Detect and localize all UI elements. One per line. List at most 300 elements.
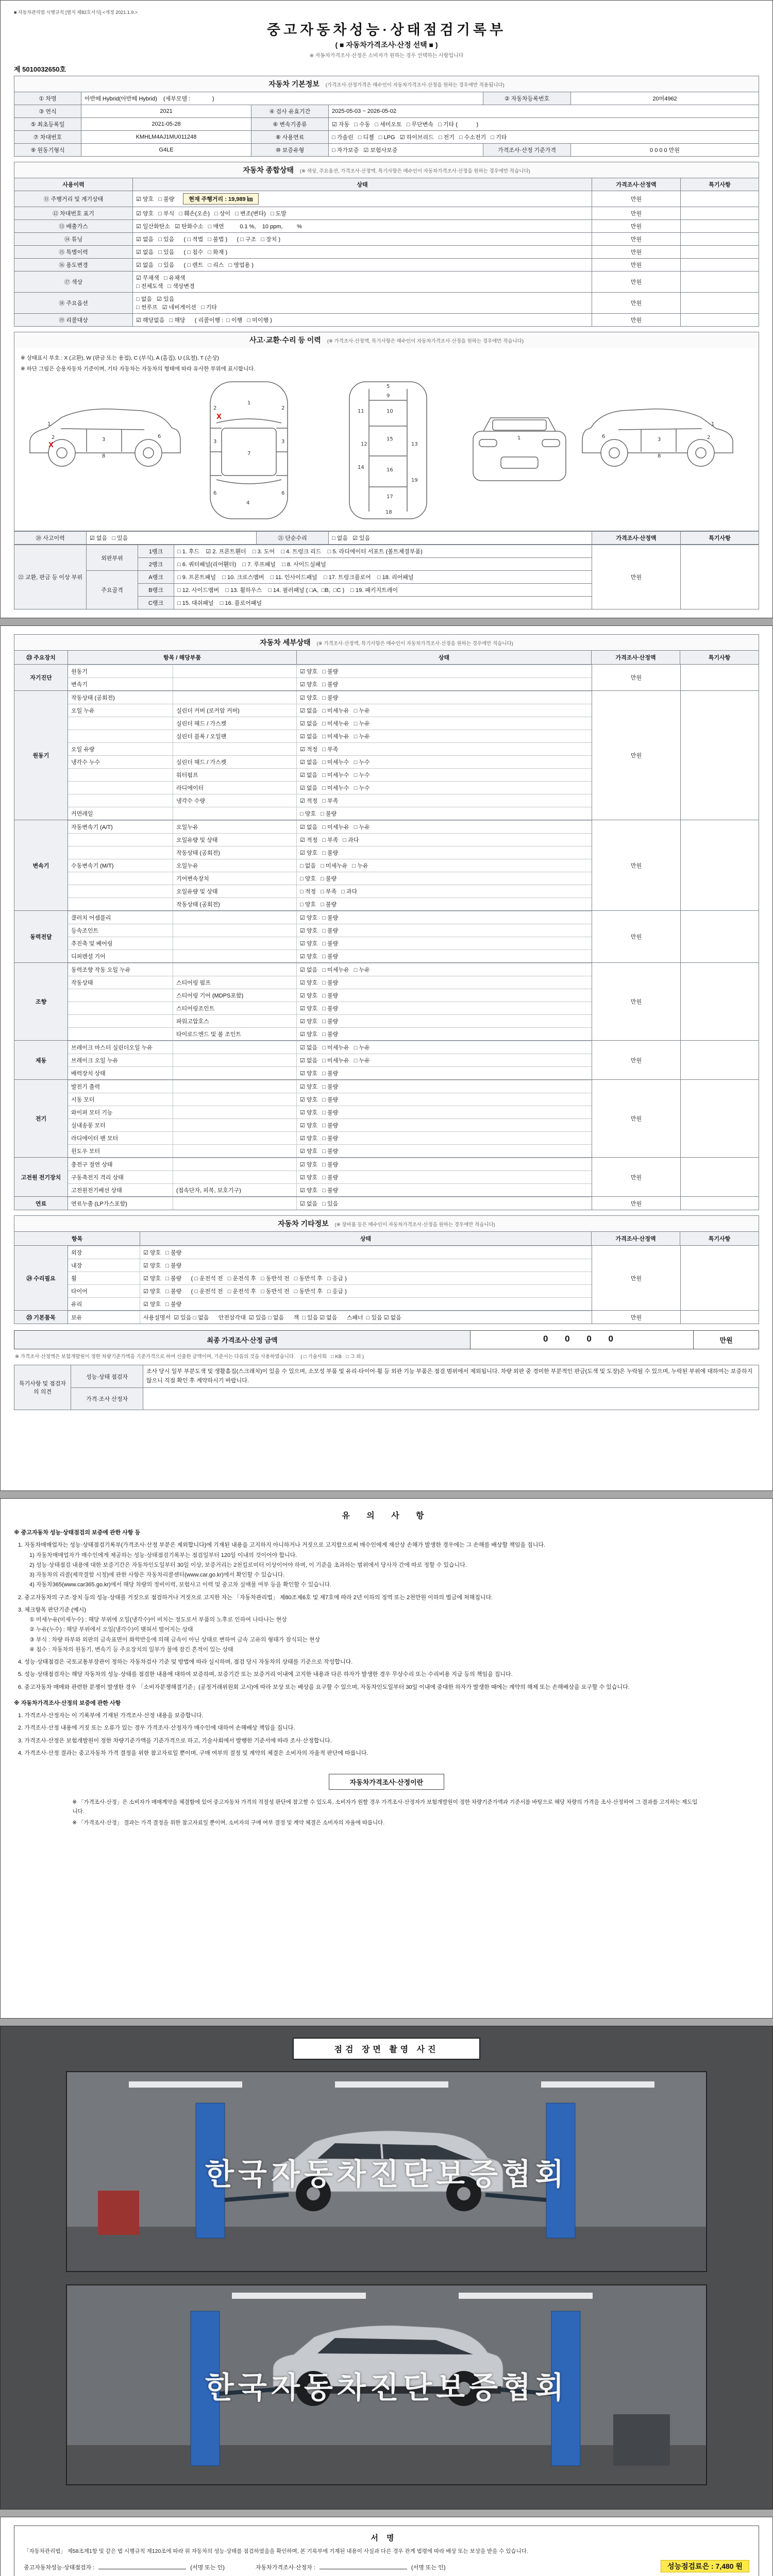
signature-box bbox=[14, 2526, 759, 2576]
document-subtitle-note: ※ 자동차가격조사·산정은 소비자가 원하는 경우 선택하는 사항입니다 bbox=[309, 53, 464, 59]
detail-row bbox=[68, 1158, 592, 1171]
svg-text:7: 7 bbox=[247, 451, 251, 456]
detail-row bbox=[68, 1118, 592, 1131]
detail-rows bbox=[68, 1158, 592, 1196]
notice-line: 2. 중고자동차의 구조·장치 등의 성능·상태를 거짓으로 점검하거나 거짓으로 고지한 자는 「자동차관리법」 제80조제6호 및 제7호에 따라 2년 이하의 징역 또는 2천만원 이하의 벌금에 처해집니다. bbox=[18, 1594, 493, 1601]
warranty-type-label: ⑩ 보증유형 bbox=[251, 144, 329, 157]
mileage-row bbox=[14, 191, 759, 207]
vin-value: KMHLM4AJ1MU011248 bbox=[81, 131, 251, 144]
remark-cell bbox=[680, 1197, 759, 1210]
appraiser-signature-suffix: (서명 또는 인) bbox=[411, 2564, 446, 2571]
basic-info-table bbox=[14, 92, 759, 157]
summary-status-line2: □ 전체도색 □ 색상변경 bbox=[136, 283, 195, 290]
status-checkboxes: ☑ 양호 □ 불량 bbox=[300, 1188, 339, 1194]
status-checkboxes: ☑ 양호 □ 불량 bbox=[300, 1162, 339, 1168]
part-label bbox=[173, 1106, 297, 1118]
part-label bbox=[173, 950, 297, 962]
summary-header-remark: 특기사항 bbox=[681, 178, 759, 191]
summary-status-line1: □ 없음 ☑ 있음 bbox=[136, 296, 175, 302]
summary-row-label: ⑭ 튜닝 bbox=[14, 233, 133, 246]
summary-status-line1: ☑ 없음 □ 있음 ( □ 렌트 □ 리스 □ 영업용 ) bbox=[136, 262, 254, 268]
item-label: 내장 bbox=[68, 1259, 140, 1272]
summary-header-price: 가격조사·산정액 bbox=[592, 178, 681, 191]
summary-row-label: ⑱ 주요옵션 bbox=[14, 293, 133, 314]
signature-title: 서명 bbox=[371, 2534, 402, 2543]
status-checkboxes: ☑ 없음 □ 미세누수 □ 누수 bbox=[300, 772, 370, 778]
item-label: 추진축 및 베어링 bbox=[68, 937, 173, 950]
device-label: 제동 bbox=[14, 1041, 68, 1079]
inspection-fee-label: 성능점검료은 : bbox=[667, 2562, 714, 2570]
part-label bbox=[173, 1158, 297, 1171]
svg-text:9: 9 bbox=[386, 393, 390, 399]
warranty-type-checkboxes: □ 자가보증 ☑ 보험사보증 bbox=[329, 144, 483, 157]
notice-line: ※ 자동차가격조사·산정의 보증에 관한 사항 bbox=[14, 1700, 121, 1706]
part-label: 기어변속장치 bbox=[173, 872, 297, 885]
detail-row bbox=[68, 989, 592, 1002]
accident-history-label: ⑳ 사고이력 bbox=[14, 532, 87, 545]
part-label: 파워고압호스 bbox=[173, 1015, 297, 1027]
detail-row bbox=[68, 794, 592, 807]
summary-row bbox=[14, 259, 759, 272]
part-label: 실린더 블록 / 오일팬 bbox=[173, 730, 297, 742]
svg-text:1: 1 bbox=[711, 421, 715, 427]
svg-text:2: 2 bbox=[213, 405, 217, 411]
part-label: 타이로드엔드 및 볼 조인트 bbox=[173, 1028, 297, 1040]
base-price-label: 가격조사·산정 기준가격 bbox=[483, 144, 571, 157]
item-label: 윈도우 모터 bbox=[68, 1145, 173, 1157]
base-price-value: 0 0 0 0 만원 bbox=[571, 144, 759, 157]
svg-text:1: 1 bbox=[247, 400, 251, 406]
detail-row bbox=[68, 820, 592, 833]
summary-row bbox=[14, 314, 759, 327]
etc-group-repair-needed bbox=[14, 1246, 759, 1311]
item-label: 충전구 절연 상태 bbox=[68, 1158, 173, 1171]
inspection-photo-2 bbox=[66, 2284, 707, 2485]
fuel-label: ⑧ 사용연료 bbox=[251, 131, 329, 144]
detail-rows bbox=[68, 1080, 592, 1157]
part-label bbox=[173, 678, 297, 690]
etc-group-label: ㉕ 기본품목 bbox=[14, 1311, 68, 1324]
reg-no-label: ② 자동차등록번호 bbox=[483, 92, 571, 105]
status-checkboxes: ☑ 양호 □ 불량 bbox=[300, 993, 339, 999]
detail-row bbox=[68, 1080, 592, 1093]
rank2-parts: □ 6. 쿼터패널(리어휀더) □ 7. 루프패널 □ 8. 사이드실패널 bbox=[174, 558, 592, 571]
item-label: 유리 bbox=[68, 1298, 140, 1310]
item-label bbox=[68, 782, 173, 794]
section-summary-title bbox=[14, 162, 759, 178]
item-label: 변속기 bbox=[68, 678, 173, 690]
detail-row bbox=[68, 911, 592, 924]
item-label: 동력조향 작동 오일 누유 bbox=[68, 963, 173, 976]
summary-row-price-cell: 만원 bbox=[592, 272, 681, 293]
rank1-parts: □ 1. 후드 ☑ 2. 프론트휀더 □ 3. 도어 □ 4. 트렁크 리드 □ 5. 라디에이터 서포트 (볼트체결부품) bbox=[174, 545, 592, 558]
item-label: 와이퍼 모터 기능 bbox=[68, 1106, 173, 1118]
status-checkboxes: ☑ 없음 □ 있음 bbox=[300, 1201, 339, 1207]
vin-label: ⑦ 차대번호 bbox=[14, 131, 81, 144]
status-checkboxes: ☑ 양호 □ 불량 bbox=[300, 850, 339, 856]
detail-group-selfdiagnosis bbox=[14, 665, 759, 691]
part-label: 스티어링 펌프 bbox=[173, 976, 297, 989]
svg-text:4: 4 bbox=[246, 500, 250, 506]
damage-mark-top: X bbox=[216, 413, 222, 421]
part-label: 오일누유 bbox=[173, 821, 297, 833]
status-checkboxes: ☑ 적정 □ 부족 bbox=[300, 798, 339, 804]
inspection-fee-highlight bbox=[661, 2560, 749, 2572]
status-checkboxes: ☑ 없음 □ 미세누유 □ 누유 bbox=[300, 967, 370, 973]
summary-status-line1: ☑ 해당없음 □ 해당 ( 리콜이행 : □ 이행 □ 미이행 ) bbox=[136, 317, 272, 324]
status-checkboxes: ☑ 양호 □ 불량 bbox=[300, 1148, 339, 1155]
summary-row-remark-cell bbox=[681, 293, 759, 314]
part-label bbox=[173, 1171, 297, 1183]
status-checkboxes: ☑ 양호 □ 불량 bbox=[300, 1019, 339, 1025]
status-checkboxes: ☑ 없음 □ 미세누유 □ 누유 bbox=[300, 721, 370, 727]
notice-line: 1) 자동차매매업자가 매수인에게 제공하는 성능·상태점검기록부는 점검일부터 120일 이내의 것이어야 합니다. bbox=[29, 1552, 297, 1558]
status-checkboxes: ☑ 없음 □ 미세누유 □ 누유 bbox=[300, 1058, 370, 1064]
item-label: 배력장치 상태 bbox=[68, 1067, 173, 1079]
photo-watermark: 한국자동차진단보증협회 bbox=[205, 2371, 568, 2404]
detail-group-fuel bbox=[14, 1197, 759, 1210]
status-checkboxes: ☑ 양호 □ 불량 bbox=[143, 1250, 182, 1256]
final-price-bar bbox=[14, 1330, 759, 1349]
notice-line: 4. 성능·상태점검은 국토교통부장관이 정하는 자동차검사 기준 및 방법에 따라 실시하며, 점검 당시 자동차의 상태를 기준으로 작성합니다. bbox=[18, 1659, 353, 1665]
status-checkboxes: ☑ 양호 □ 불량 bbox=[300, 980, 339, 986]
part-label bbox=[173, 1119, 297, 1131]
section-summary-note: (※ 색상, 주요옵션, 가격조사·산정액, 특기사항은 매수인이 자동차가격조사·산정을 원하는 경우에만 적습니다) bbox=[299, 168, 530, 174]
part-label: 냉각수 수량 bbox=[173, 794, 297, 807]
notice-line: 3) 자동차의 리콜(제작결함 시정)에 관한 사항은 자동차리콜센터(www.car.go.kr)에서 확인할 수 있습니다. bbox=[29, 1572, 285, 1578]
summary-row-status-cell bbox=[133, 246, 592, 259]
status-checkboxes: □ 양호 □ 불량 bbox=[300, 902, 337, 908]
item-label bbox=[68, 794, 173, 807]
etc-table-header bbox=[14, 1231, 759, 1246]
item-label bbox=[68, 885, 173, 897]
damage-diagram-note: ※ 하단 그림은 승용자동차 기준이며, 기타 자동차는 자동차의 형태에 따라 유사한 부위에 표시합니다. bbox=[21, 366, 256, 372]
price-cell: 만원 bbox=[592, 1311, 680, 1324]
current-mileage-label: 현재 주행거리 : bbox=[189, 196, 227, 202]
status-checkboxes: ☑ 없음 □ 미세누유 □ 누유 bbox=[300, 708, 370, 714]
part-label bbox=[173, 1041, 297, 1054]
rank5-label: C랭크 bbox=[138, 597, 174, 609]
svg-text:10: 10 bbox=[386, 409, 393, 414]
svg-text:1: 1 bbox=[47, 421, 51, 427]
notice-line: 5. 성능·상태점검자는 해당 자동차의 성능·상태를 점검한 내용에 대하여 보증하며, 보증기간 또는 보증거리 이내에 고지한 내용과 다른 하자가 발생한 경우 무상수리 또는 수리비용 지급 등의 책임을 집니다. bbox=[18, 1671, 513, 1678]
section-etc-note: (※ 장비품 등은 매수인이 자동차가격조사·산정을 원하는 경우에만 적습니다) bbox=[334, 1222, 495, 1228]
status-checkboxes: ☑ 양호 □ 불량 bbox=[300, 928, 339, 934]
etc-row bbox=[68, 1311, 592, 1324]
item-label: 브레이크 오일 누유 bbox=[68, 1054, 173, 1066]
detail-row bbox=[68, 1197, 592, 1210]
item-label: 구동축전지 격리 상태 bbox=[68, 1171, 173, 1183]
device-label: 고전원 전기장치 bbox=[14, 1158, 68, 1196]
detail-rows bbox=[68, 1041, 592, 1079]
rank4-parts: □ 12. 사이드멤버 □ 13. 휠하우스 □ 14. 필러패널 ( □A, □B, □C ) □ 19. 패키지트레이 bbox=[174, 584, 592, 597]
signature-row bbox=[24, 2561, 749, 2571]
item-label: 원동기 bbox=[68, 665, 173, 677]
inspection-fee-value: 7,480 원 bbox=[715, 2562, 743, 2570]
form-reference-note: ■ 자동차관리법 시행규칙 [별지 제82호서식] <개정 2021.1.9.> bbox=[14, 10, 138, 15]
detail-row bbox=[68, 937, 592, 950]
status-checkboxes: ☑ 양호 □ 불량 ( □ 운전석 전 □ 운전석 후 □ 동반석 전 □ 동반석 후 □ 응급 ) bbox=[143, 1276, 347, 1282]
item-label: 고전원전기배선 상태 bbox=[68, 1184, 173, 1196]
detail-row bbox=[68, 1054, 592, 1066]
notice-line: 2. 가격조사·산정 내용에 거짓 또는 오류가 있는 경우 가격조사·산정자가 매수인에 대하여 손해배상 책임을 집니다. bbox=[18, 1725, 295, 1732]
price-cell: 만원 bbox=[592, 1246, 680, 1310]
device-label: 자기진단 bbox=[14, 665, 68, 690]
summary-row-price-cell: 만원 bbox=[592, 233, 681, 246]
detail-row bbox=[68, 807, 592, 820]
part-label bbox=[173, 665, 297, 677]
detail-row bbox=[68, 1027, 592, 1040]
etc-group-basic-items bbox=[14, 1311, 759, 1324]
mileage-remark-cell bbox=[681, 191, 759, 207]
status-checkboxes: ☑ 적정 □ 부족 bbox=[300, 747, 339, 753]
etc-rows bbox=[68, 1311, 592, 1324]
etc-header-status: 상태 bbox=[140, 1232, 592, 1245]
item-label: 등속조인트 bbox=[68, 924, 173, 937]
device-label: 원동기 bbox=[14, 691, 68, 820]
part-label bbox=[173, 1145, 297, 1157]
exchange-panel-label: ㉒ 교환, 판금 등 이상 부위 bbox=[14, 545, 87, 609]
summary-row-status-cell bbox=[133, 207, 592, 220]
detail-row bbox=[68, 1014, 592, 1027]
rank3-parts: □ 9. 프론트패널 □ 10. 크로스멤버 □ 11. 인사이드패널 □ 17. 트렁크플로어 □ 18. 리어패널 bbox=[174, 571, 592, 584]
status-checkboxes: ☑ 양호 □ 불량 bbox=[300, 695, 339, 701]
final-price-label: 최종 가격조사·산정 금액 bbox=[14, 1331, 470, 1349]
status-checkboxes: ☑ 양호 □ 불량 bbox=[300, 1071, 339, 1077]
summary-row-status-cell bbox=[133, 293, 592, 314]
etc-row bbox=[68, 1246, 592, 1259]
part-label: 오일유량 및 상태 bbox=[173, 885, 297, 897]
inspector-signature-line bbox=[24, 2563, 225, 2571]
status-checkboxes: ☑ 양호 □ 불량 bbox=[300, 1084, 339, 1090]
detail-row bbox=[68, 897, 592, 910]
price-cell: 만원 bbox=[592, 820, 680, 910]
detail-row bbox=[68, 755, 592, 768]
summary-status-line1: ☑ 없음 □ 있음 ( □ 적법 □ 불법 ) ( □ 구조 □ 장치 ) bbox=[136, 236, 280, 243]
detail-row bbox=[68, 885, 592, 897]
photo-2-scene bbox=[67, 2285, 706, 2484]
main-frame-group-label: 주요골격 bbox=[87, 571, 138, 609]
section-summary-title-text: 자동차 종합상태 bbox=[243, 166, 294, 174]
status-checkboxes: 사용설명서 ☑ 있음 □ 없음 안전삼각대 ☑ 있음 □ 없음 잭 □ 있음 ☑ 없음 스패너 □ 있음 ☑ 없음 bbox=[143, 1315, 401, 1321]
summary-row-status-cell bbox=[133, 272, 592, 293]
remark-cell bbox=[680, 911, 759, 962]
detail-group-engine bbox=[14, 691, 759, 820]
notice-line: 3. 체크항목 판단기준 (예시) bbox=[18, 1606, 86, 1613]
opinion-title-cell: 특기사항 및 점검자의 의견 bbox=[14, 1365, 71, 1410]
part-label bbox=[173, 924, 297, 937]
detail-row bbox=[68, 665, 592, 677]
status-checkboxes: □ 양호 □ 불량 bbox=[300, 811, 337, 817]
photo-1-scene bbox=[67, 2072, 706, 2271]
svg-text:11: 11 bbox=[358, 409, 364, 414]
remark-cell bbox=[680, 820, 759, 910]
part-label: 스티어링조인트 bbox=[173, 1002, 297, 1014]
remark-cell bbox=[680, 1246, 759, 1310]
detail-row bbox=[68, 950, 592, 962]
simple-repair-label: ㉑ 단순수리 bbox=[257, 532, 329, 545]
item-label: 냉각수 누수 bbox=[68, 756, 173, 768]
section-accident-title bbox=[14, 332, 759, 348]
section-accident-title-text: 사고·교환·수리 등 이력 bbox=[249, 336, 321, 344]
appraiser-signature-line bbox=[256, 2563, 446, 2571]
item-label: 디퍼렌셜 기어 bbox=[68, 950, 173, 962]
rank4-label: B랭크 bbox=[138, 584, 174, 597]
summary-row-price-cell: 만원 bbox=[592, 220, 681, 233]
status-checkboxes: ☑ 없음 □ 미세누수 □ 누수 bbox=[300, 785, 370, 791]
exchange-panel-table bbox=[14, 545, 759, 609]
accident-history-table bbox=[14, 531, 759, 545]
document-title: 중고자동차성능·상태점검기록부 bbox=[266, 22, 507, 38]
svg-text:3: 3 bbox=[658, 437, 661, 443]
part-label bbox=[173, 911, 297, 924]
appraiser-opinion-label: 가격·조사 산정자 bbox=[71, 1388, 143, 1410]
detail-rows bbox=[68, 911, 592, 962]
part-label bbox=[173, 1067, 297, 1079]
summary-row-status-cell bbox=[133, 259, 592, 272]
status-checkboxes: ☑ 없음 □ 미세누유 □ 누유 bbox=[300, 734, 370, 740]
item-label bbox=[68, 872, 173, 885]
price-appraisal-definition-box bbox=[66, 1774, 707, 1828]
opinion-table bbox=[14, 1365, 759, 1410]
price-cell: 만원 bbox=[592, 1158, 680, 1196]
item-label: 오일 누유 bbox=[68, 704, 173, 717]
page-detail-state bbox=[0, 625, 773, 1491]
part-label: 작동상태 (공회전) bbox=[173, 898, 297, 910]
summary-header-status: 상태 bbox=[133, 178, 592, 191]
part-label: (접속단자, 피복, 보호기구) bbox=[173, 1184, 297, 1196]
rank2-label: 2랭크 bbox=[138, 558, 174, 571]
detail-header-status: 상태 bbox=[297, 651, 592, 664]
status-checkboxes: ☑ 양호 □ 불량 bbox=[143, 1263, 182, 1269]
notice-line: 6. 중고자동차 매매와 관련한 분쟁이 발생한 경우 「소비자분쟁해결기준」(공정거래위원회 고시)에 따라 보상 또는 배상을 요구할 수 있으며, 자동차인도일부터 30일 이내에 중대한 하자가 발생한 때에는 계약의 해제 또는 손해배상을 요구할 수 있습니다. bbox=[18, 1684, 630, 1690]
detail-row bbox=[68, 1106, 592, 1118]
inspection-fee bbox=[661, 2561, 749, 2571]
price-cell: 만원 bbox=[592, 963, 680, 1040]
detail-group-electric bbox=[14, 1080, 759, 1158]
svg-text:5: 5 bbox=[386, 384, 390, 389]
svg-text:8: 8 bbox=[102, 453, 106, 459]
part-label: 작동상태 (공회전) bbox=[173, 846, 297, 859]
detail-table-header bbox=[14, 650, 759, 665]
damage-mark-side: X bbox=[48, 442, 54, 449]
detail-row bbox=[68, 1041, 592, 1054]
engine-type-label: ⑨ 원동기형식 bbox=[14, 144, 81, 157]
price-cell: 만원 bbox=[592, 665, 680, 690]
svg-text:12: 12 bbox=[361, 442, 367, 447]
page-notices bbox=[0, 1498, 773, 2019]
device-label: 조향 bbox=[14, 963, 68, 1040]
status-checkboxes: ☑ 양호 □ 불량 ( □ 운전석 전 □ 운전석 후 □ 동반석 전 □ 동반석 후 □ 응급 ) bbox=[143, 1289, 347, 1295]
accident-price-header: 가격조사·산정액 bbox=[592, 532, 681, 545]
item-label: 외장 bbox=[68, 1246, 140, 1259]
item-label: 클러치 어셈블리 bbox=[68, 911, 173, 924]
svg-text:2: 2 bbox=[52, 435, 55, 440]
svg-text:15: 15 bbox=[386, 436, 393, 442]
item-label bbox=[68, 1002, 173, 1014]
price-cell: 만원 bbox=[592, 1080, 680, 1157]
device-label: 동력전달 bbox=[14, 911, 68, 962]
notice-line: ④ 침수 : 자동차의 원동기, 변속기 등 주요장치의 일부가 물에 잠긴 흔적이 있는 상태 bbox=[29, 1646, 233, 1653]
item-label: 휠 bbox=[68, 1272, 140, 1284]
section-detail-title-text: 자동차 세부상태 bbox=[260, 638, 311, 647]
inspector-opinion-text: 조사 당시 일부 부분도색 및 생활흠집(스크래치)이 있을 수 있으며, 소모성 부품 및 유리·타이어·휠 등 외관 기능 부품은 점검 범위에서 제외됩니다. 차량 외판 중 경미한 부분적인 판금(도색 및 도장)은 누락될 수 있으며, 누락된 부위에 대하여는 보증하지 않으니 직접 확인 후 계약하시기 바랍니다. bbox=[143, 1365, 759, 1388]
photo-watermark: 한국자동차진단보증협회 bbox=[205, 2158, 568, 2191]
notice-line: ① 미세누유(미세누수) : 해당 부위에 오일(냉각수)이 비치는 정도로서 부품의 노후로 인하여 나타나는 현상 bbox=[29, 1617, 287, 1623]
definition-paragraph-1: ※ 「가격조사·산정」은 소비자가 매매계약을 체결함에 있어 중고자동차 가격의 적절성 판단에 참고할 수 있도록, 소비자가 원할 경우 가격조사·산정자가 보험개발원이 정한 차량기준가액과 기준서를 바탕으로 해당 차량의 가격을 조사·산정하여 그 결과를 고지하는 제도입니다. bbox=[72, 1799, 698, 1815]
item-label: 발전기 출력 bbox=[68, 1080, 173, 1093]
photo-section-title: 점검 장면 촬영 사진 bbox=[293, 2038, 480, 2060]
car-damage-diagram bbox=[20, 376, 739, 525]
page-photos bbox=[0, 2026, 773, 2510]
detail-header-price: 가격조사·산정액 bbox=[592, 651, 680, 664]
status-checkboxes: ☑ 양호 □ 불량 bbox=[300, 941, 339, 947]
svg-text:1: 1 bbox=[517, 435, 521, 441]
accident-remark-header: 특기사항 bbox=[681, 532, 759, 545]
page-basic-info bbox=[0, 0, 773, 618]
remark-cell bbox=[680, 1311, 759, 1324]
remark-cell bbox=[680, 963, 759, 1040]
item-label bbox=[68, 730, 173, 742]
svg-text:18: 18 bbox=[385, 510, 392, 515]
status-checkboxes: □ 없음 □ 미세누유 □ 누유 bbox=[300, 863, 368, 869]
svg-text:3: 3 bbox=[102, 437, 106, 443]
notice-line: 3. 가격조사·산정은 보험개발원이 정한 차량기준가액을 기준가격으로 하고, 기술사회에서 발행한 기준서에 따라 조사·산정합니다. bbox=[18, 1737, 332, 1744]
svg-text:2: 2 bbox=[707, 435, 711, 440]
notices-title: 유 의 사 항 bbox=[342, 1512, 431, 1520]
etc-rows bbox=[68, 1246, 592, 1310]
svg-text:19: 19 bbox=[411, 478, 418, 483]
mileage-price-cell: 만원 bbox=[592, 191, 681, 207]
detail-rows bbox=[68, 1197, 592, 1210]
item-label: 보유 bbox=[68, 1311, 140, 1324]
summary-status-line2: □ 썬루프 ☑ 네비게이션 □ 기타 bbox=[136, 304, 217, 311]
mileage-status-cell bbox=[133, 191, 592, 207]
inspector-signature-label: 중고자동차성능·상태점검자 : bbox=[24, 2564, 95, 2571]
status-checkboxes: ☑ 양호 □ 불량 bbox=[300, 1136, 339, 1142]
summary-row-price-cell: 만원 bbox=[592, 246, 681, 259]
appraiser-opinion-text bbox=[143, 1388, 759, 1410]
model-year-value: 2021 bbox=[81, 105, 251, 118]
status-checkboxes: ☑ 양호 □ 불량 bbox=[143, 1301, 182, 1308]
section-detail-note: (※ 가격조사·산정액, 특기사항은 매수인이 자동차가격조사·산정을 원하는 경우에만 적습니다) bbox=[316, 641, 513, 647]
inspector-signature-suffix: (서명 또는 인) bbox=[190, 2564, 225, 2571]
summary-row-label: ⑰ 색상 bbox=[14, 272, 133, 293]
first-reg-date-label: ⑤ 최초등록일 bbox=[14, 118, 81, 131]
summary-row-price-cell: 만원 bbox=[592, 314, 681, 327]
item-label bbox=[68, 989, 173, 1002]
etc-header-remark: 특기사항 bbox=[708, 1236, 731, 1242]
detail-group-powertrain bbox=[14, 911, 759, 963]
summary-row bbox=[14, 246, 759, 259]
section-etc-title-text: 자동차 기타정보 bbox=[278, 1219, 329, 1228]
summary-rows bbox=[14, 207, 759, 327]
section-basic-title bbox=[14, 76, 759, 92]
final-price-unit: 만원 bbox=[719, 1336, 733, 1344]
part-label bbox=[173, 1132, 297, 1144]
svg-text:17: 17 bbox=[386, 494, 393, 500]
price-cell: 만원 bbox=[592, 1041, 680, 1079]
item-label: 연료누출 (LP가스포함) bbox=[68, 1197, 173, 1210]
item-label: 작동상태 (공회전) bbox=[68, 691, 173, 704]
definition-paragraph-2: ※ 「가격조사·산정」 결과는 가격 결정을 위한 참고자료일 뿐이며, 소비자의 구매 여부 결정 및 계약 체결은 소비자의 자율에 따릅니다. bbox=[72, 1819, 385, 1826]
rank5-parts: □ 15. 대쉬패널 □ 16. 플로어패널 bbox=[174, 597, 592, 609]
section-basic-title-text: 자동차 기본정보 bbox=[268, 80, 320, 88]
section-basic-note: (가격조사·산정가격은 매수인이 자동차가격조사·산정을 원하는 경우에만 적용됩니다) bbox=[325, 82, 505, 88]
item-label: 실내송풍 모터 bbox=[68, 1119, 173, 1131]
detail-row bbox=[68, 1171, 592, 1183]
detail-row bbox=[68, 924, 592, 937]
